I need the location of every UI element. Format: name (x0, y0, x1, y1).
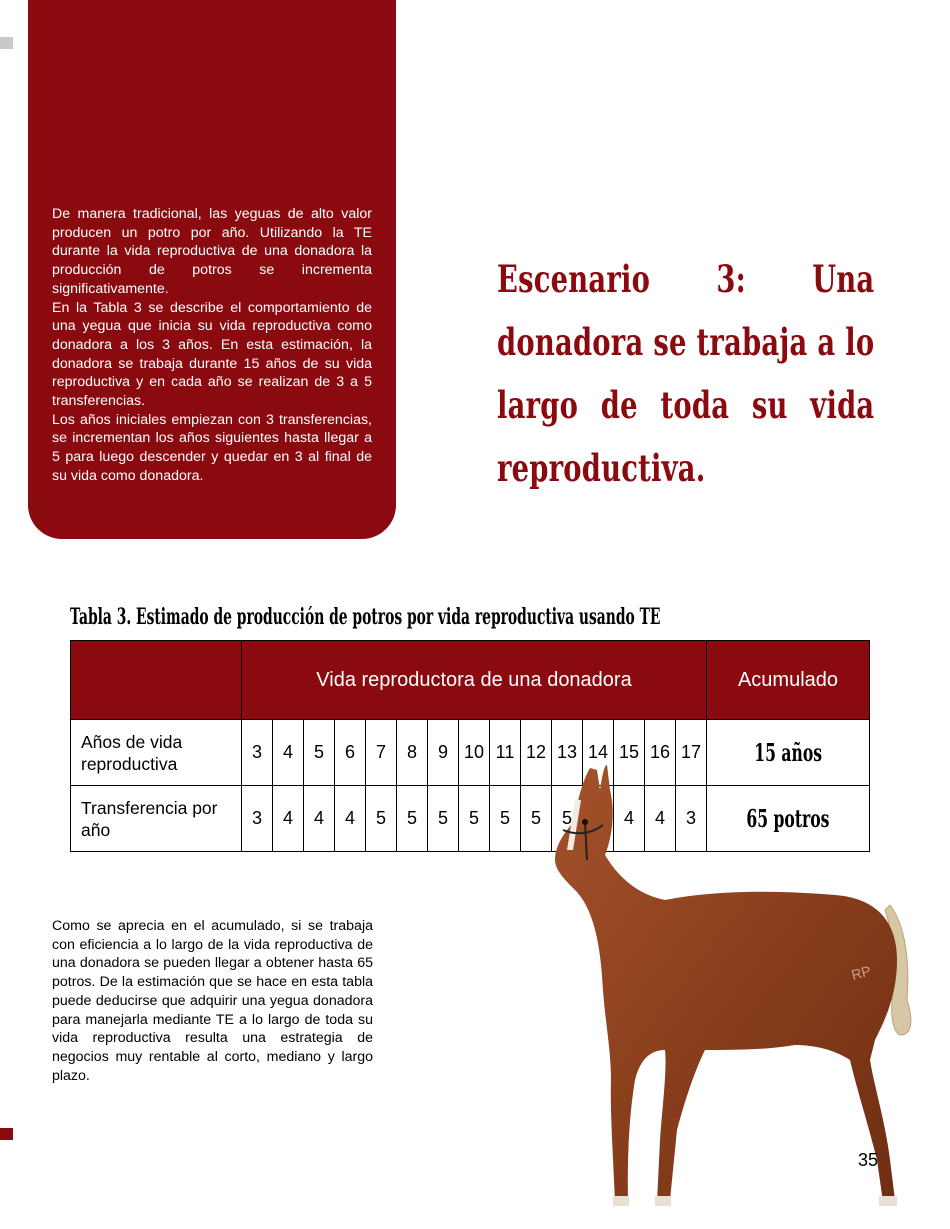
table-cell: 3 (242, 786, 273, 852)
table-cell: 16 (645, 720, 676, 786)
table-cell: 15 (614, 720, 645, 786)
intro-paragraph: De manera tradicional, las yeguas de alto valor producen un potro por año. Utilizando la TE durante la vida reproductiva de una donadora la producción de potros se incrementa significativamente. (52, 206, 372, 297)
table-header-row (71, 641, 870, 720)
horse-photo (545, 760, 945, 1220)
table-cell: 5 (397, 786, 428, 852)
table-cell: 10 (459, 720, 490, 786)
horse-illustration (545, 760, 945, 1220)
table-title: Tabla 3. Estimado de producción de potros por vida reproductiva usando TE (70, 604, 661, 630)
table-cell: 4 (335, 786, 366, 852)
table-cell: 13 (552, 720, 583, 786)
table-cell: 4 (273, 720, 304, 786)
table-cell: 4 (614, 786, 645, 852)
accumulated-value: 15 años (754, 738, 822, 767)
table-cell: 3 (676, 786, 707, 852)
table-cell: 12 (521, 720, 552, 786)
header-span-cell: Vida reproductora de una donadora (242, 641, 707, 720)
table-cell: 5 (490, 786, 521, 852)
table-cell: 5 (304, 720, 335, 786)
table-cell: 7 (366, 720, 397, 786)
accumulated-value: 65 potros (746, 804, 830, 833)
horse-brand-mark: RP (849, 962, 873, 983)
outro-text: Como se aprecia en el acumulado, si se trabaja con eficiencia a lo largo de la vida reproductiva de una donadora se pueden llegar a obtener hasta 65 potros. De la estimación que se hace en esta tabla puede deducirse que adquirir una yegua donadora para manejarla mediante TE a lo largo de toda su vida reproductiva resulta una estrategia de negocios muy rentable al corto, mediano y largo plazo. (52, 918, 373, 1084)
table-cell: 4 (273, 786, 304, 852)
row-label: Transferencia por año (71, 786, 242, 852)
table-cell: 4 (645, 786, 676, 852)
table-cell: 3 (242, 720, 273, 786)
row-label: Años de vida reproductiva (71, 720, 242, 786)
intro-paragraph: Los años iniciales empiezan con 3 transferencias, se incrementan los años siguientes hasta llegar a 5 para luego descender y quedar en 3 al final de su vida como donadora. (52, 411, 372, 484)
edge-tab-marker (0, 37, 13, 49)
scenario-title: Escenario 3: Una donadora se trabaja a lo largo de toda su vida reproductiva. (497, 257, 875, 490)
table-cell: 5 (366, 786, 397, 852)
table-cell: 14 (583, 720, 614, 786)
header-accumulated-cell: Acumulado (707, 641, 870, 720)
header-empty-cell (71, 641, 242, 720)
table-cell: 5 (459, 786, 490, 852)
table-cell: 5 (521, 786, 552, 852)
table-cell: 4 (304, 786, 335, 852)
intro-paragraph: En la Tabla 3 se describe el comportamiento de una yegua que inicia su vida reproductiva como donadora a los 3 años. En esta estimación, la donadora se trabaja durante 15 años de su vida reproductiva y en cada año se realizan de 3 a 5 transferencias. (52, 299, 372, 410)
intro-text (52, 205, 372, 486)
table-cell: 11 (490, 720, 521, 786)
table-cell: 5 (428, 786, 459, 852)
edge-tab-marker (0, 1128, 13, 1140)
table-cell: 8 (397, 720, 428, 786)
table-cell: 5 (552, 786, 583, 852)
table-cell: 6 (335, 720, 366, 786)
page-number: 35 (858, 1150, 879, 1170)
table-cell: 17 (676, 720, 707, 786)
table-cell: 9 (428, 720, 459, 786)
